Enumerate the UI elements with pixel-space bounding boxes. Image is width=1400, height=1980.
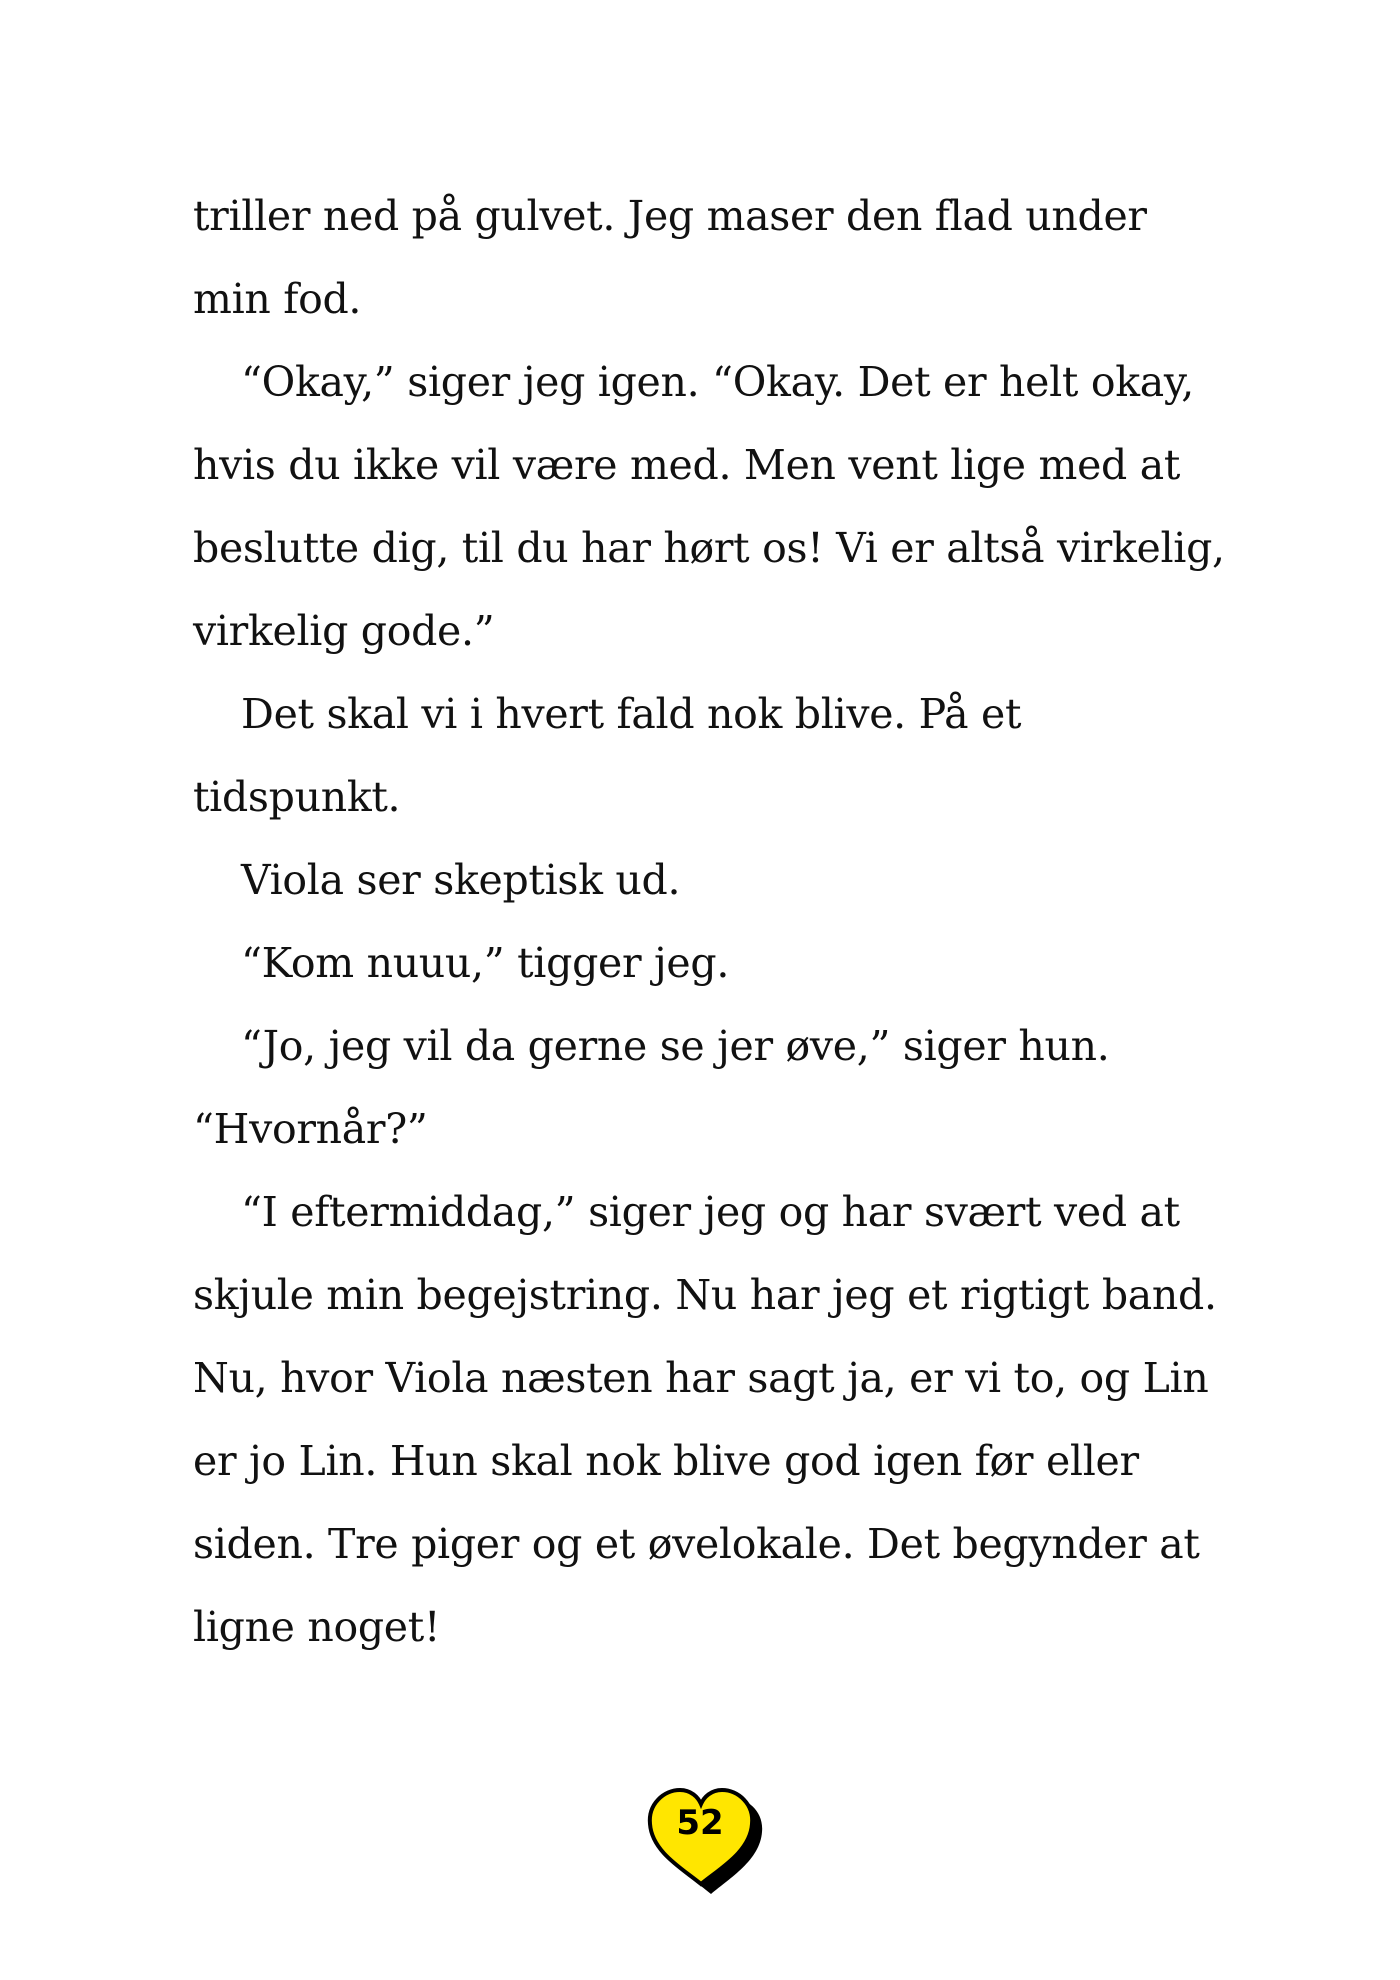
paragraph-1: triller ned på gulvet. Jeg maser den flad under min fod. [193, 192, 1147, 323]
page-number: 52 [676, 1803, 724, 1843]
paragraph-3: Det skal vi i hvert fald nok blive. På et tidspunkt. [193, 690, 1022, 821]
paragraph-5: “Kom nuuu,” tigger jeg. [241, 939, 730, 987]
paragraph-2: “Okay,” siger jeg igen. “Okay. Det er helt okay, hvis du ikke vil være med. Men vent lige med at beslutte dig, til du har hørt os! Vi er altså virkelig, virkelig gode.” [193, 358, 1225, 655]
paragraph-6: “Jo, jeg vil da gerne se jer øve,” siger hun. “Hvornår?” [193, 1022, 1110, 1153]
paragraph-7: “I eftermiddag,” siger jeg og har svært ved at skjule min begejstring. Nu har jeg et rigtigt band. Nu, hvor Viola næsten har sagt ja, er vi to, og Lin er jo Lin. Hun skal nok blive god igen før eller siden. Tre piger og et øvelokale. Det begynder at ligne noget! [193, 1188, 1217, 1651]
paragraph-4: Viola ser skeptisk ud. [241, 856, 681, 904]
page-number-badge [646, 1778, 764, 1896]
body-text [193, 175, 1233, 1669]
